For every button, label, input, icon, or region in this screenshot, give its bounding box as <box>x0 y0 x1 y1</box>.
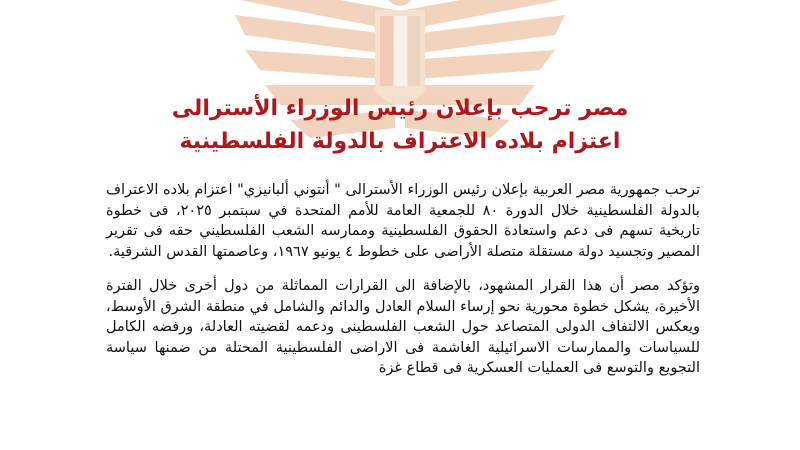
statement-headline <box>0 92 800 158</box>
body-paragraph-2: وتؤكد مصر أن هذا القرار المشهود، بالإضافة الى القرارات المماثلة من دول أخرى خلال الفترة الأخيرة، يشكل خطوة محورية نحو إرساء السلام العادل والدائم والشامل في منطقة الشرق الأوسط، ويعكس الالتفاف الدولى المتصاعد حول الشعب الفلسطينى ودعمه لقضيته العادلة، ورفضه الكامل للسياسات والممارسات الاسرائيلية الغاشمة فى الاراضى الفلسطينية المحتلة من ضمنها سياسة التجويع والتوسع فى العمليات العسكرية فى قطاع غزة <box>106 278 700 376</box>
headline-line-2: اعتزام بلاده الاعتراف بالدولة الفلسطينية <box>179 129 621 154</box>
headline-line-1: مصر ترحب بإعلان رئيس الوزراء الأسترالى <box>171 96 629 121</box>
statement-body <box>106 180 700 379</box>
body-paragraph-1: ترحب جمهورية مصر العربية بإعلان رئيس الوزراء الأسترالى " أنتوني ألبانيزي" اعتزام بلاده الاعتراف بالدولة الفلسطينية خلال الدورة ٨٠ للجمعية العامة للأمم المتحدة في سبتمبر ٢٠٢٥، فى خطوة تاريخية تسهم فى دعم واستعادة الحقوق الفلسطينية وممارسه الشعب الفلسطيني حقه فى تقرير المصير وتجسيد دولة مستقلة متصلة الأراضى على خطوط ٤ يونيو ١٩٦٧، وعاصمتها القدس الشرقية. <box>106 182 700 260</box>
